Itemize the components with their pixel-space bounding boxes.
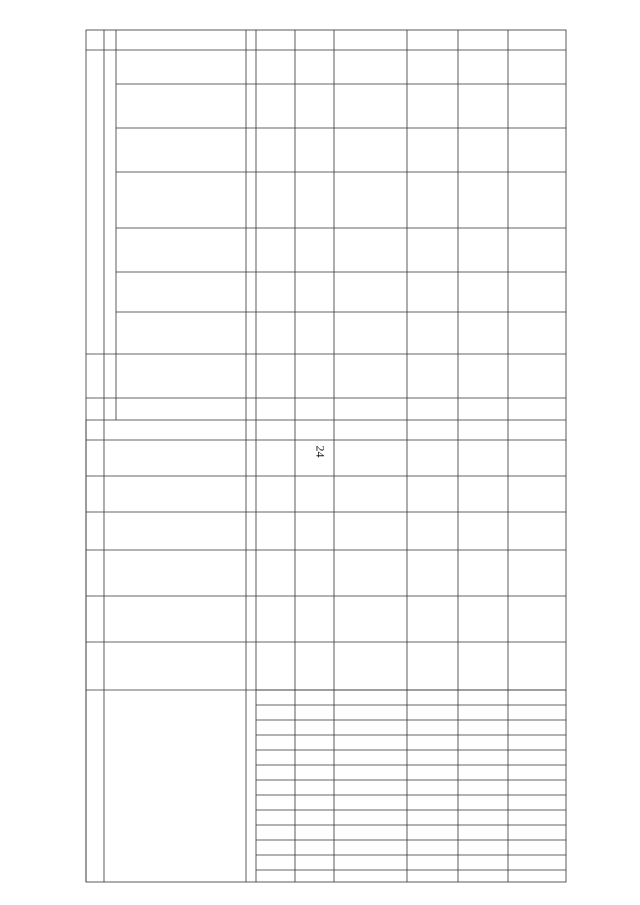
table-frame <box>86 30 566 882</box>
page-number: 24 <box>313 445 328 458</box>
